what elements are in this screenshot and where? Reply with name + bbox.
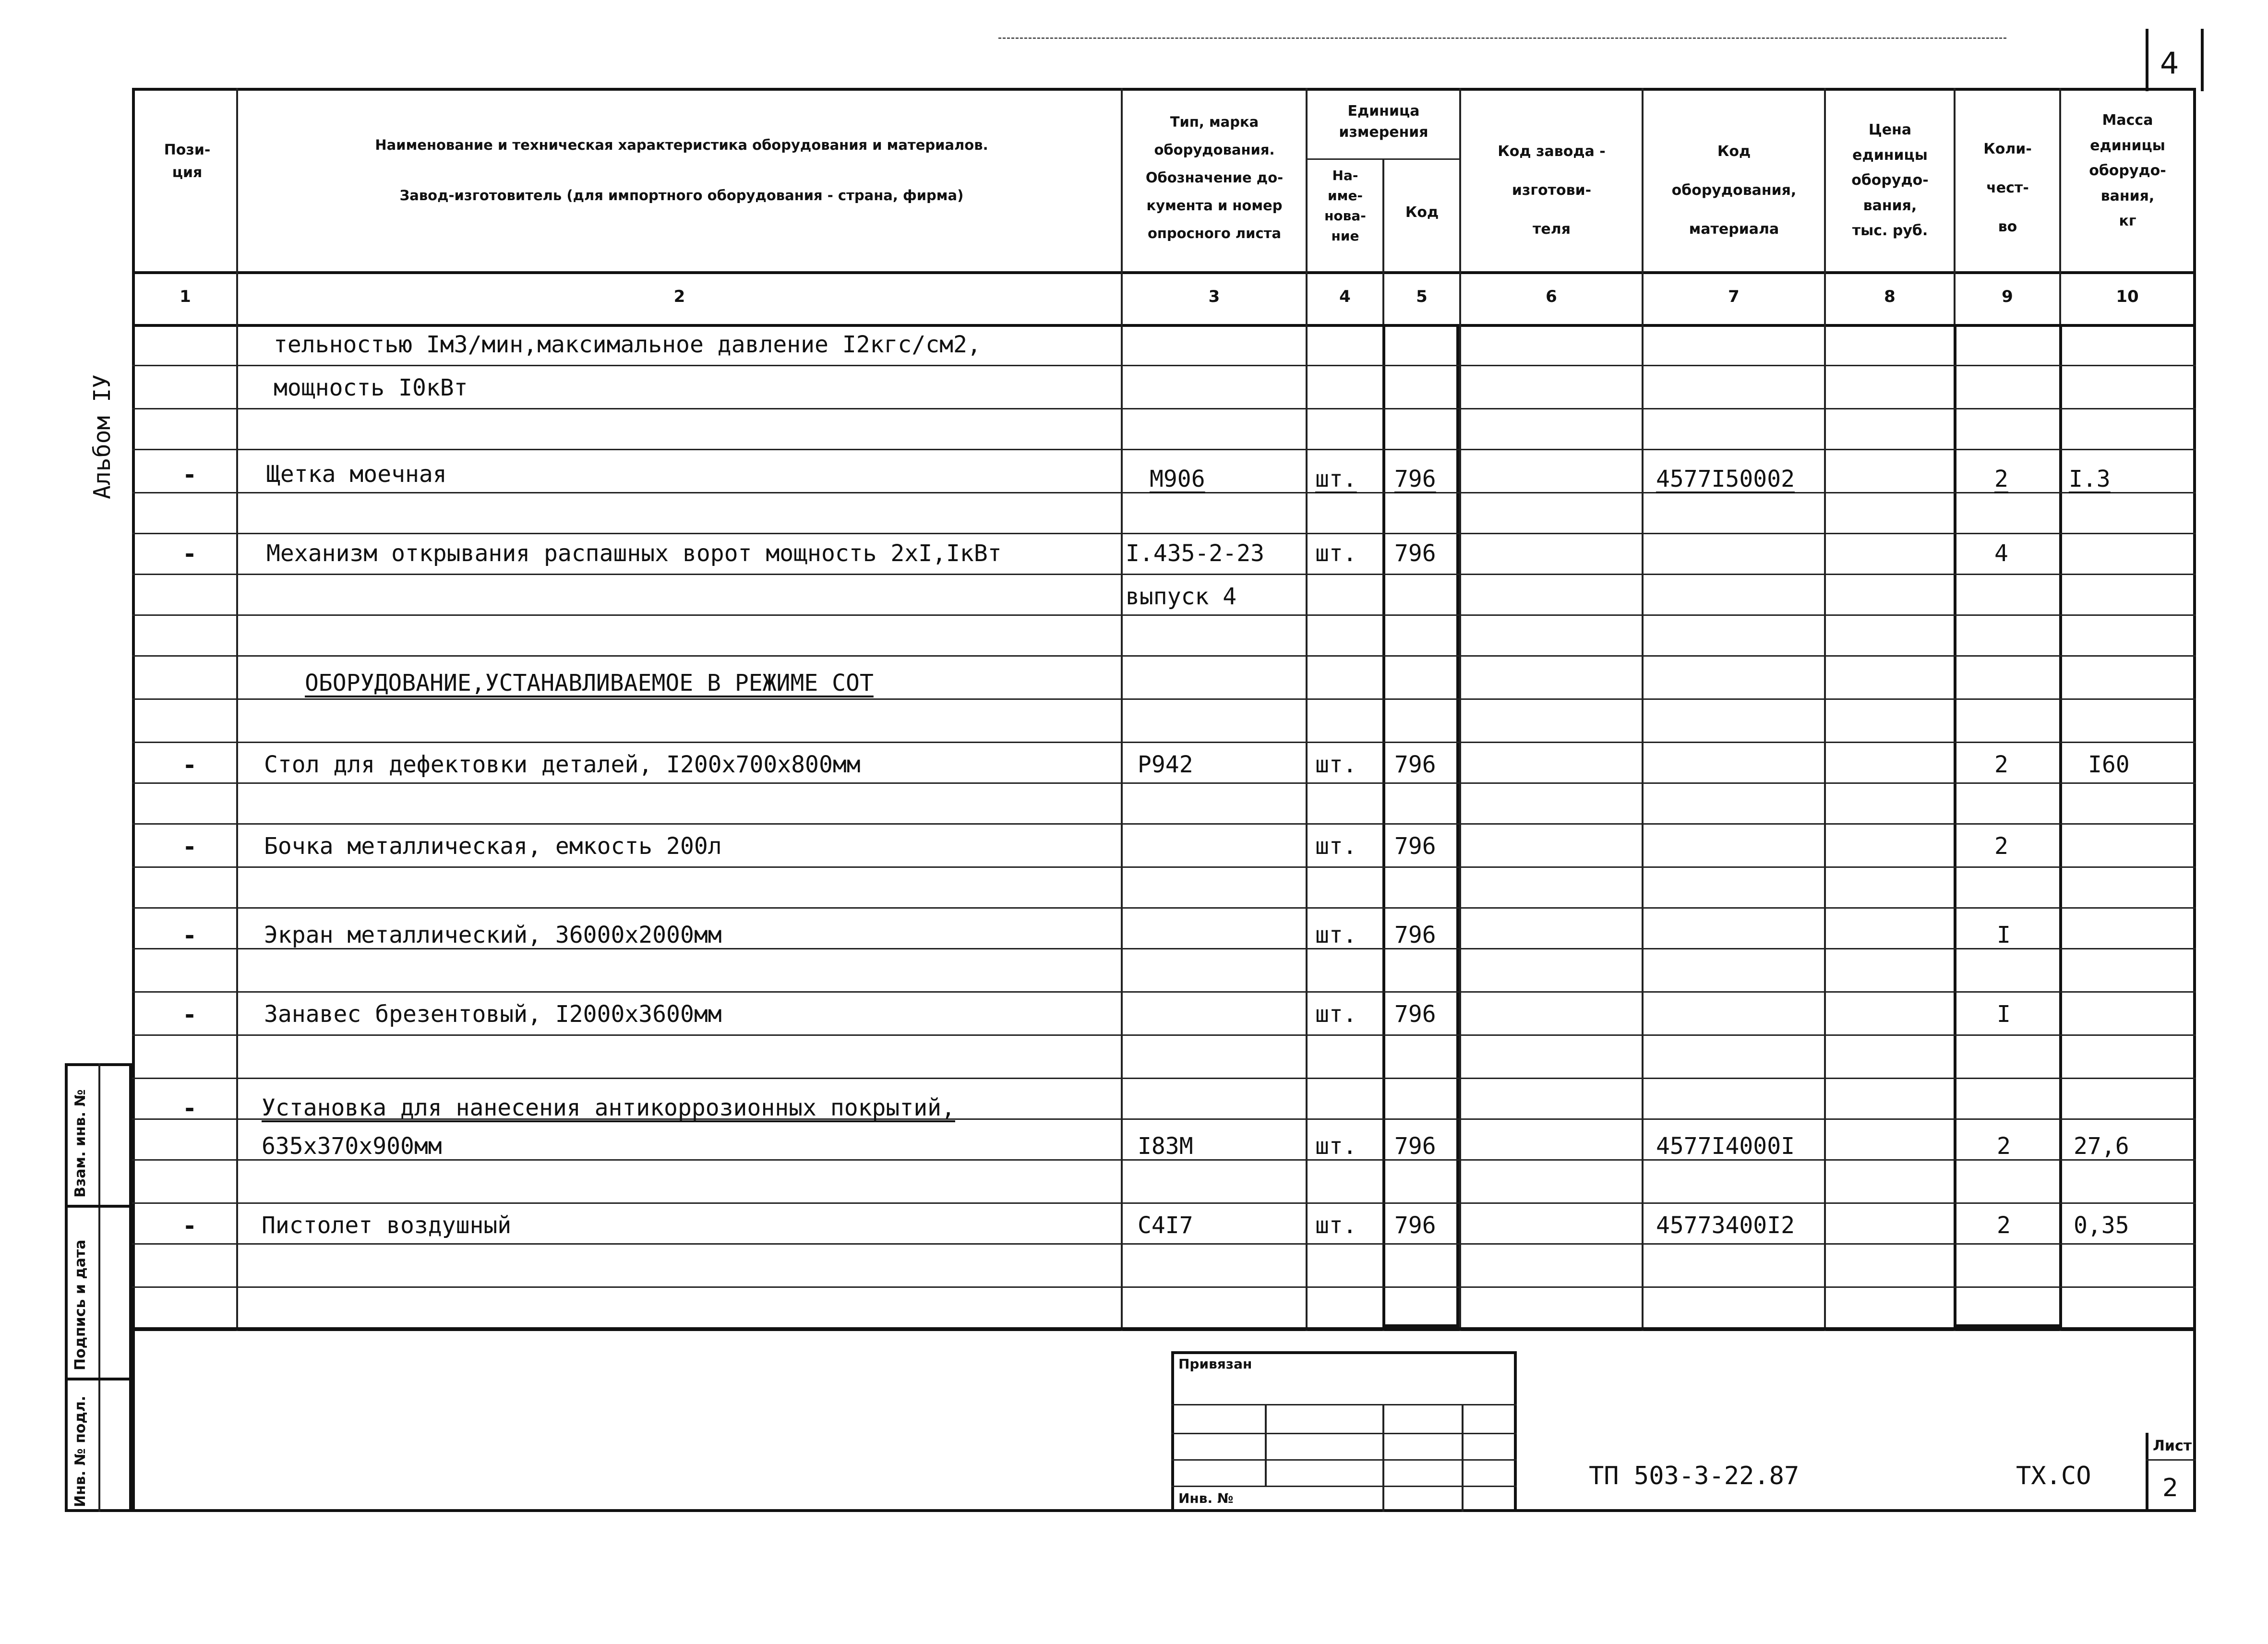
row-line [132, 408, 2196, 409]
row-line [132, 1286, 2196, 1288]
row-line [132, 1078, 2196, 1079]
linkage-box [1171, 1351, 1517, 1512]
col-line-6 [1642, 88, 1644, 1331]
row-line [132, 823, 2196, 825]
header-factory-code: Код завода - изготови- теля [1498, 143, 1606, 238]
row-type: С4I7 [1138, 1212, 1193, 1239]
section-heading: ОБОРУДОВАНИЕ,УСТАНАВЛИВАЕМОЕ В РЕЖИМЕ СОТ [305, 670, 874, 696]
row-equip-code: 45773400I2 [1656, 1212, 1795, 1239]
row-name: Щетка моечная [266, 461, 447, 488]
linkage-col [1462, 1404, 1464, 1512]
section-code: ТХ.СО [2016, 1462, 2091, 1490]
row-type: I83М [1138, 1133, 1193, 1160]
signature-date-label: Подпись и дата [72, 1239, 89, 1370]
row-position: - [182, 540, 197, 568]
colnum-9: 9 [2002, 287, 2013, 306]
header-qty: Коли- чест- во [1983, 141, 2032, 235]
row-code: 796 [1394, 922, 1436, 948]
linkage-col [1265, 1404, 1267, 1486]
header-unit: Единица измерения [1339, 103, 1428, 141]
colnum-6: 6 [1546, 287, 1557, 306]
header-unit-name: На- име- нова- ние [1324, 168, 1366, 244]
row-unit: шт. [1315, 1212, 1357, 1239]
colnum-3: 3 [1208, 287, 1220, 306]
header-name-line2: Завод-изготовитель (для импортного оборудования - страна, фирма) [399, 187, 964, 204]
row-line [132, 782, 2196, 784]
linkage-col [1382, 1404, 1384, 1512]
row-qty: 4 [1994, 540, 2008, 567]
row-unit: шт. [1315, 751, 1357, 778]
col-line-3 [1306, 88, 1308, 1331]
corner-box-left [2146, 29, 2148, 91]
row-unit: шт. [1315, 922, 1357, 948]
sheet-box-line [2146, 1459, 2196, 1461]
row-line [132, 698, 2196, 700]
document-code: ТП 503-3-22.87 [1589, 1462, 1800, 1490]
row-line [132, 991, 2196, 993]
row-line [132, 533, 2196, 534]
row-mass: I60 [2088, 751, 2130, 778]
row-qty: 2 [1997, 1212, 2011, 1239]
row-position: - [182, 1094, 197, 1122]
row-position: - [182, 461, 197, 489]
row-line [132, 449, 2196, 450]
row-position: - [182, 1001, 197, 1029]
row-qty: I [1997, 1001, 2011, 1028]
linkage-line [1171, 1433, 1517, 1434]
row-qty: I [1997, 922, 2011, 948]
col-line-5 [1459, 88, 1461, 1331]
linkage-line [1171, 1459, 1517, 1461]
linkage-line [1171, 1404, 1517, 1405]
album-label: Альбом IУ [89, 374, 116, 499]
row-mass: 0,35 [2074, 1212, 2129, 1239]
row-type: Р942 [1138, 751, 1193, 778]
linkage-line [1171, 1486, 1517, 1487]
colnum-8: 8 [1884, 287, 1896, 306]
header-equip-code: Код оборудования, материала [1671, 143, 1797, 238]
row-unit: шт. [1315, 1133, 1357, 1160]
colnum-7: 7 [1728, 287, 1740, 306]
row-code: 796 [1394, 1212, 1436, 1239]
row-mass: I.3 [2069, 466, 2111, 492]
row-unit: шт. [1315, 1001, 1357, 1028]
row-type: М906 [1150, 466, 1205, 492]
header-bottom-line [132, 271, 2196, 274]
side-stamp-line [65, 1205, 132, 1208]
row-line [132, 1202, 2196, 1204]
row-code: 796 [1394, 466, 1436, 492]
row-name: Механизм открывания распашных ворот мощность 2хI,IкВт [266, 540, 1002, 567]
col-line-1 [236, 88, 238, 1331]
colnum-4: 4 [1339, 287, 1351, 306]
inv-label: Инв. № [1178, 1490, 1234, 1506]
row-code: 796 [1394, 1133, 1436, 1160]
row-line [132, 907, 2196, 909]
row-qty: 2 [1994, 466, 2008, 492]
row-name: тельностью Iм3/мин,максимальное давление I2кгс/см2, [274, 331, 981, 358]
header-position: Пози- ция [164, 142, 211, 181]
row-line [132, 655, 2196, 657]
row-mass: 27,6 [2074, 1133, 2129, 1160]
row-unit: шт. [1315, 540, 1357, 567]
row-unit: шт. [1315, 466, 1357, 492]
colnum-2: 2 [673, 287, 685, 306]
row-qty: 2 [1997, 1133, 2011, 1160]
row-type: I.435-2-23 [1126, 540, 1264, 567]
row-position: - [182, 922, 197, 949]
colnum-bottom-line [132, 324, 2196, 327]
corner-sheet-number: 4 [2160, 46, 2179, 81]
row-qty: 2 [1994, 833, 2008, 860]
sheet-label: Лист [2153, 1438, 2192, 1454]
sheet-value: 2 [2162, 1474, 2179, 1502]
col-line-7 [1824, 88, 1826, 1331]
row-qty: 2 [1994, 751, 2008, 778]
linked-label: Привязан [1178, 1356, 1252, 1372]
row-line [132, 742, 2196, 743]
side-stamp-line [65, 1378, 132, 1380]
row-equip-code: 4577I4000I [1656, 1133, 1795, 1160]
col-line-2 [1121, 88, 1123, 1331]
row-unit: шт. [1315, 833, 1357, 860]
row-name: Установка для нанесения антикоррозионных покрытий, [262, 1094, 955, 1121]
header-name-line1: Наименование и техническая характеристика оборудования и материалов. [375, 137, 988, 153]
row-line [132, 866, 2196, 868]
row-code: 796 [1394, 540, 1436, 567]
row-line [132, 1243, 2196, 1245]
row-name: Занавес брезентовый, I2000х3600мм [264, 1001, 722, 1028]
header-type: Тип, марка оборудования. Обозначение до- кумента и номер опросного листа [1145, 114, 1284, 241]
row-name: Экран металлический, 36000х2000мм [264, 922, 722, 948]
row-line [132, 574, 2196, 575]
row-code: 796 [1394, 1001, 1436, 1028]
row-line [132, 365, 2196, 366]
colnum-5: 5 [1416, 287, 1428, 306]
row-line [132, 614, 2196, 616]
header-mass: Масса единицы оборудо- вания, кг [2089, 112, 2166, 229]
row-type: выпуск 4 [1126, 583, 1237, 610]
row-equip-code: 4577I50002 [1656, 466, 1795, 492]
row-position: - [182, 751, 197, 779]
title-block-area [132, 1327, 2196, 1512]
replaced-inv-label: Взам. инв. № [72, 1089, 89, 1198]
original-inv-label: Инв. № подл. [72, 1395, 89, 1507]
header-unit-code: Код [1405, 204, 1439, 221]
colnum-1: 1 [180, 287, 191, 306]
header-price: Цена единицы оборудо- вания, тыс. руб. [1851, 121, 1929, 239]
row-code: 796 [1394, 833, 1436, 860]
row-position: - [182, 833, 197, 861]
row-name: Стол для дефектовки деталей, I200х700х800мм [264, 751, 861, 778]
scan-noise-line [998, 37, 2006, 39]
row-name: Бочка металлическая, емкость 200л [264, 833, 722, 860]
row-name: 635х370х900мм [262, 1133, 442, 1160]
side-stamp-divider [98, 1063, 100, 1512]
colnum-10: 10 [2116, 287, 2139, 306]
row-code: 796 [1394, 751, 1436, 778]
row-position: - [182, 1212, 197, 1240]
row-name: Пистолет воздушный [262, 1212, 512, 1239]
row-line [132, 1034, 2196, 1036]
corner-box-right [2201, 29, 2204, 91]
row-name: мощность I0кВт [274, 374, 468, 401]
